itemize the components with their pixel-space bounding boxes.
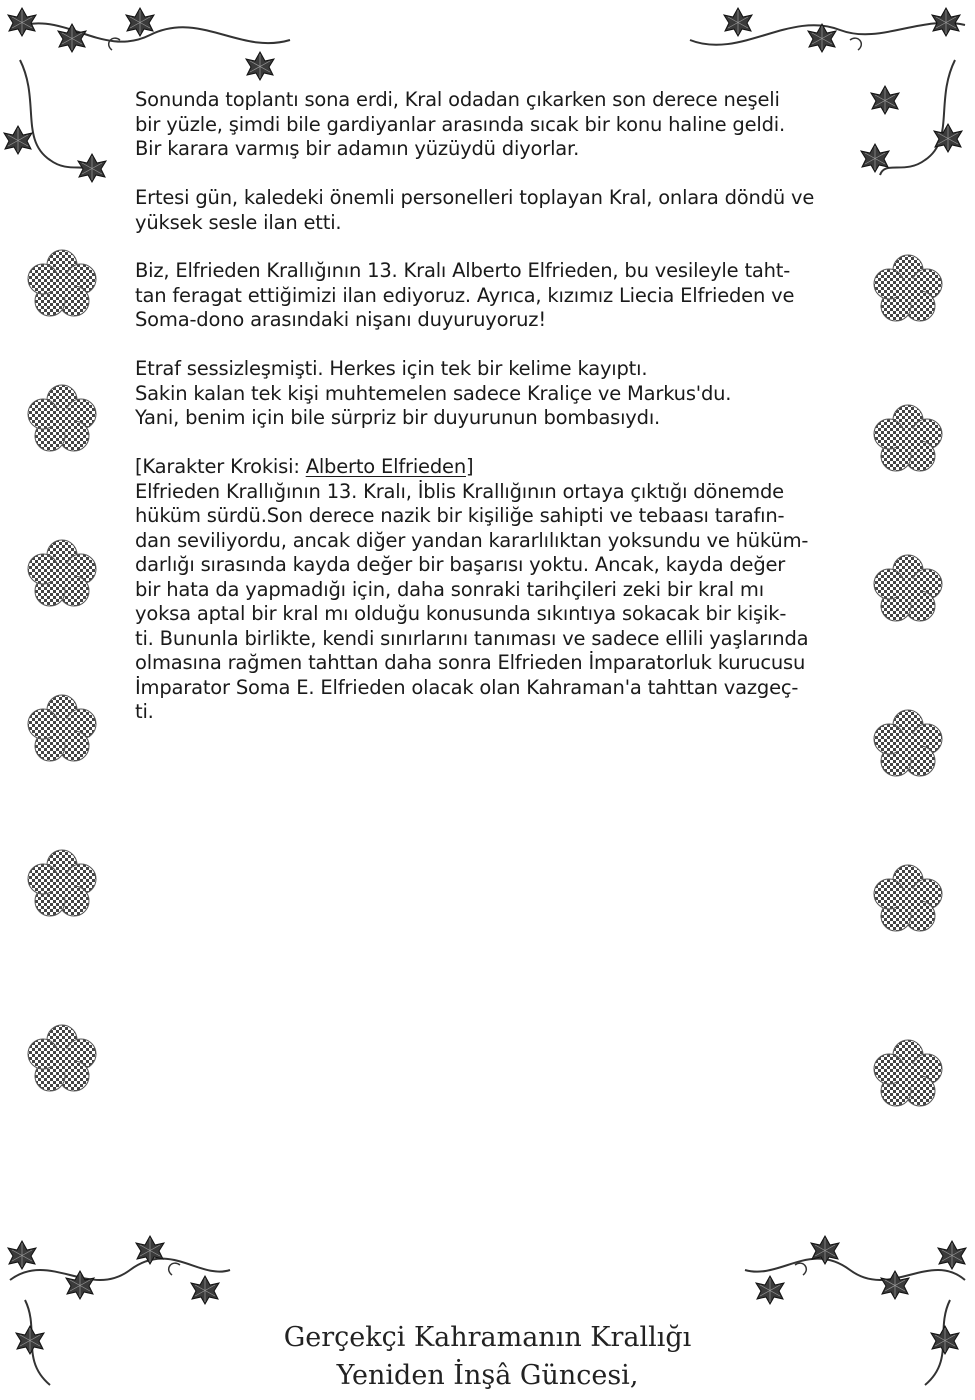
character-sketch-heading <box>135 455 860 480</box>
paragraph-proclamation <box>135 259 860 333</box>
character-name: Alberto Elfrieden <box>305 455 466 478</box>
ivy-leaf-icon <box>58 24 86 52</box>
ivy-leaf-icon <box>724 8 752 36</box>
ivy-leaf-icon <box>938 1241 966 1269</box>
text-line: Soma-dono arasındaki nişanı duyuruyoruz! <box>135 308 546 331</box>
text-line: Yani, benim için bile sürpriz bir duyurunun bombasıydı. <box>135 406 661 429</box>
paragraph-meeting-end <box>135 88 860 162</box>
text-line: İmparator Soma E. Elfrieden olacak olan Kahraman'a tahttan vazgeç- <box>135 675 799 699</box>
checkered-flower-icon <box>874 865 942 931</box>
ivy-leaf-icon <box>811 1236 839 1264</box>
checkered-flower-icon <box>28 850 96 916</box>
heading-prefix: [Karakter Krokisi: <box>135 455 306 478</box>
text-line: bir hata da yapmadığı için, daha sonraki tarihçileri zeki bir kral mı <box>135 577 764 601</box>
ivy-leaf-icon <box>136 1236 164 1264</box>
ivy-leaf-icon <box>932 8 960 36</box>
checkered-flower-icon <box>874 1040 942 1106</box>
footer-title-line-1: Gerçekçi Kahramanın Krallığı <box>283 1322 692 1353</box>
text-line: ti. Bununla birlikte, kendi sınırlarını tanıması ve sadece ellili yaşlarında <box>135 626 809 650</box>
checkered-flower-icon <box>874 405 942 471</box>
checkered-flower-icon <box>28 540 96 606</box>
ivy-leaf-icon <box>126 8 154 36</box>
ivy-leaf-icon <box>191 1276 219 1304</box>
checkered-flower-icon <box>28 1025 96 1091</box>
ivy-leaf-icon <box>8 8 36 36</box>
ivy-leaf-icon <box>8 1241 36 1269</box>
checkered-flower-icon <box>874 555 942 621</box>
ivy-leaf-icon <box>4 126 32 154</box>
text-line: bir yüzle, şimdi bile gardiyanlar arasında sıcak bir konu haline geldi. <box>135 112 786 136</box>
footer-title-line-2: Yeniden İnşâ Güncesi, <box>336 1360 639 1391</box>
checkered-flower-icon <box>28 250 96 316</box>
text-line: tan feragat ettiğimizi ilan ediyoruz. Ayrıca, kızımız Liecia Elfrieden ve <box>135 283 795 307</box>
ivy-leaf-icon <box>934 124 962 152</box>
ivy-leaf-icon <box>78 154 106 182</box>
checkered-flower-icon <box>874 255 942 321</box>
ivy-leaf-icon <box>871 86 899 114</box>
text-line: ti. <box>135 700 154 723</box>
paragraph-next-day <box>135 186 860 235</box>
character-sketch <box>135 455 860 725</box>
ivy-leaf-icon <box>756 1276 784 1304</box>
text-line: Etraf sessizleşmişti. Herkes için tek bir kelime kayıptı. <box>135 357 648 380</box>
text-line: Ertesi gün, kaledeki önemli personelleri toplayan Kral, onlara döndü ve <box>135 186 815 209</box>
text-line: olmasına rağmen tahttan daha sonra Elfrieden İmparatorluk kurucusu <box>135 651 806 674</box>
paragraph-silence <box>135 357 860 431</box>
text-line: Sakin kalan tek kişi muhtemelen sadece Kraliçe ve Markus'du. <box>135 381 732 405</box>
text-line: darlığı sırasında kayda değer bir başarısı yoktu. Ancak, kayda değer <box>135 553 786 576</box>
text-line: Biz, Elfrieden Krallığının 13. Kralı Alberto Elfrieden, bu vesileyle taht- <box>135 259 791 282</box>
text-line: Bir karara varmış bir adamın yüzüydü diyorlar. <box>135 137 580 160</box>
text-line: hüküm sürdü.Son derece nazik bir kişiliğe sahipti ve tebaası tarafın- <box>135 504 785 527</box>
text-line: Sonunda toplantı sona erdi, Kral odadan çıkarken son derece neşeli <box>135 88 780 111</box>
checkered-flower-icon <box>28 695 96 761</box>
checkered-flower-icon <box>874 710 942 776</box>
text-line: dan seviliyordu, ancak diğer yandan kararlılıktan yoksundu ve hüküm- <box>135 528 809 552</box>
text-line: yoksa aptal bir kral mı olduğu konusunda sıkıntıya sokacak bir kişik- <box>135 602 787 625</box>
checkered-flower-icon <box>28 385 96 451</box>
ivy-leaf-icon <box>861 144 889 172</box>
text-line: yüksek sesle ilan etti. <box>135 210 342 234</box>
heading-suffix: ] <box>465 455 474 478</box>
ivy-leaf-icon <box>246 52 274 80</box>
text-line: Elfrieden Krallığının 13. Kralı, İblis Krallığının ortaya çıktığı dönemde <box>135 479 784 503</box>
